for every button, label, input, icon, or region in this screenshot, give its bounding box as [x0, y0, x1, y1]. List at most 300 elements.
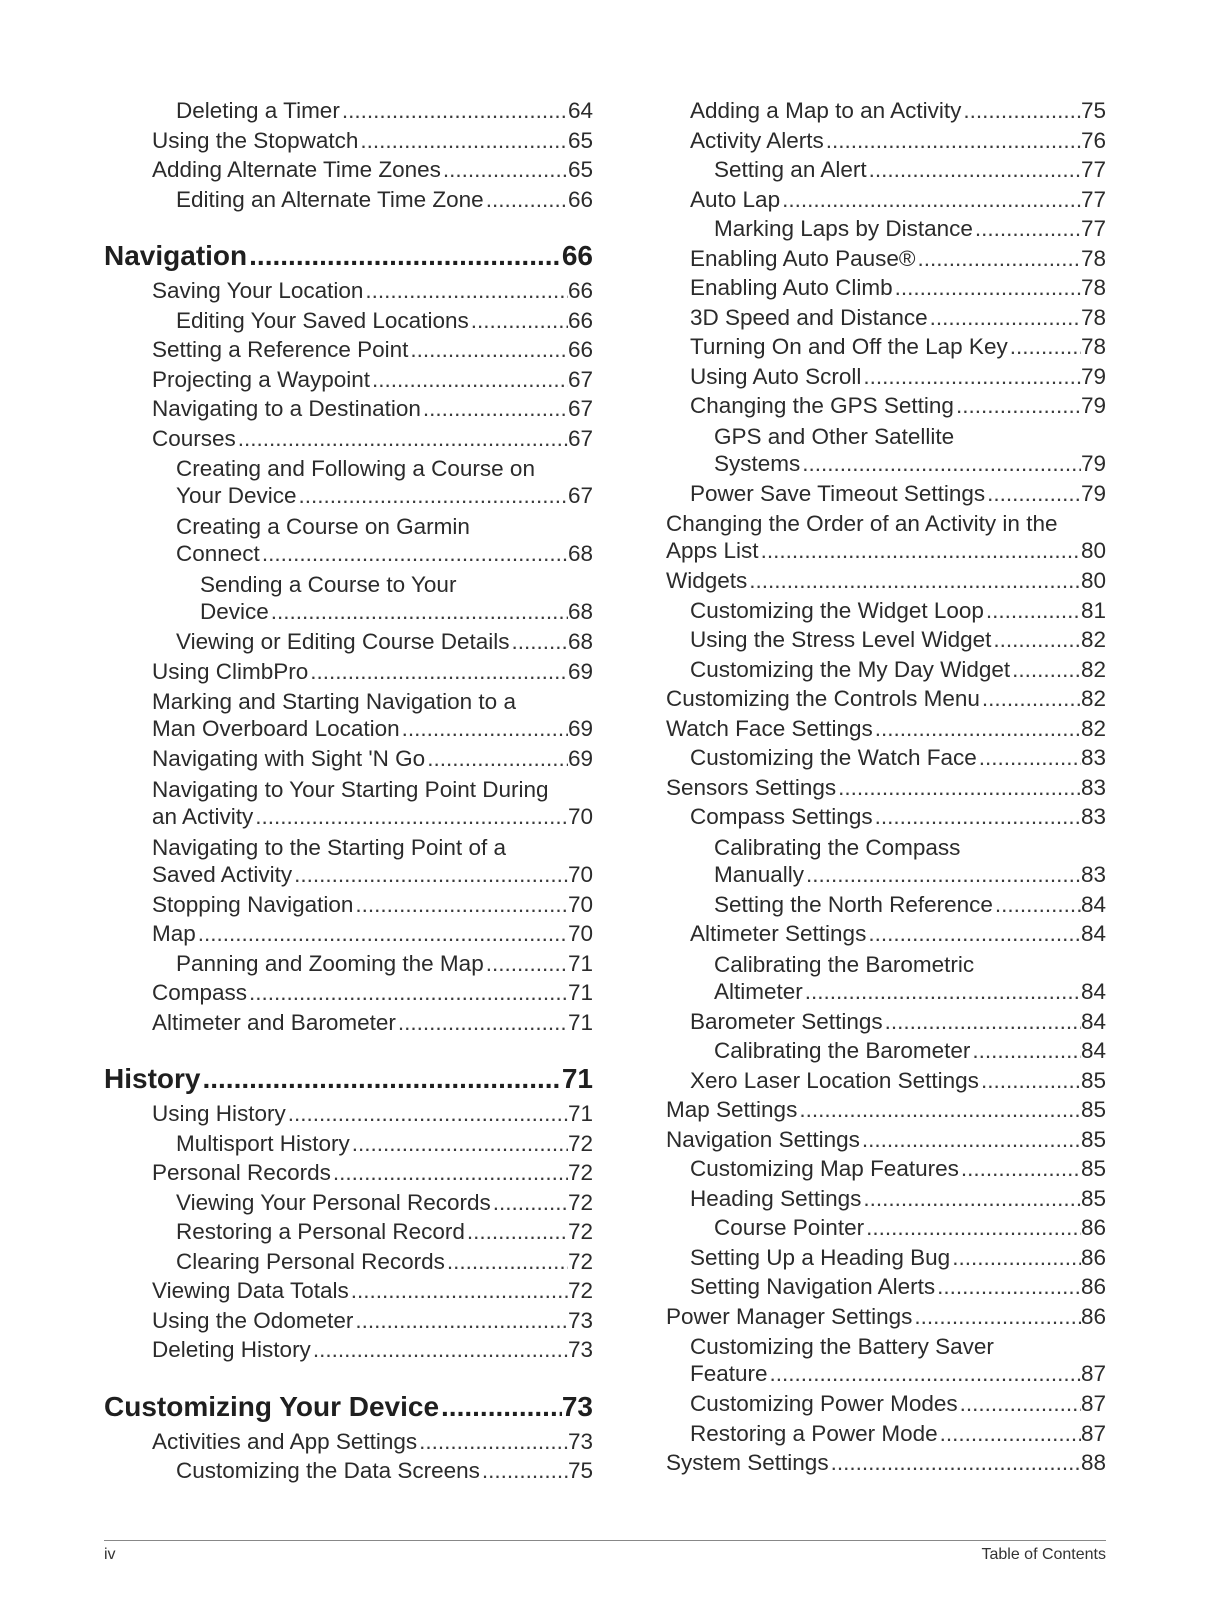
dot-leader: [308, 657, 568, 687]
toc-entry-title: Stopping Navigation: [152, 891, 354, 917]
toc-entry-title: Customizing the Watch Face: [690, 745, 977, 770]
dot-leader: [973, 214, 1081, 244]
dot-leader: [804, 861, 1081, 888]
toc-entry-title: Connect: [176, 541, 260, 566]
toc-page-number: 73: [567, 1307, 593, 1333]
toc-left-column: [104, 96, 593, 1486]
toc-entry-title: Heading Settings: [690, 1185, 862, 1211]
toc-page-number: 78: [1080, 334, 1106, 359]
dot-leader: [200, 1061, 561, 1097]
toc-entry-title: Power Save Timeout Settings: [690, 480, 986, 506]
toc-entry-map-settings[interactable]: [666, 1095, 1106, 1125]
toc-entry-wrapped[interactable]: [666, 1331, 1106, 1389]
toc-entry-customizing-the-my-day-widget[interactable]: [666, 655, 1106, 685]
dot-leader: [803, 978, 1081, 1005]
toc-entry-title: Customizing Power Modes: [690, 1391, 958, 1416]
toc-entry-systems[interactable]: [714, 450, 1106, 479]
toc-entry-auto-lap[interactable]: [666, 185, 1106, 215]
toc-page-number: 82: [1080, 715, 1106, 741]
dot-leader: [883, 1007, 1081, 1037]
toc-entry-title: Setting a Reference Point: [152, 337, 409, 362]
toc-entry-wrapped[interactable]: [104, 832, 593, 890]
toc-entry-setting-an-alert[interactable]: [666, 155, 1106, 185]
toc-entry-title: Man Overboard Location: [152, 716, 400, 741]
toc-entry-setting-up-a-heading-bug[interactable]: [666, 1243, 1106, 1273]
toc-entry-adding-a-map-to-an-activity[interactable]: [666, 96, 1106, 126]
toc-entry-watch-face-settings[interactable]: [666, 714, 1106, 744]
toc-page-number: 87: [1080, 1420, 1106, 1446]
toc-page-number: 67: [567, 483, 593, 508]
toc-entry-title: Apps List: [666, 538, 759, 563]
toc-page-number: 86: [1080, 1274, 1106, 1299]
dot-leader: [363, 276, 568, 306]
toc-page-number: 84: [1080, 978, 1106, 1004]
toc-page-number: 65: [567, 127, 593, 153]
dot-leader: [954, 391, 1081, 421]
toc-page-number: 78: [1080, 275, 1106, 300]
toc-entry-title: Panning and Zooming the Map: [176, 950, 484, 976]
toc-entry-title: Enabling Auto Pause®: [690, 245, 916, 271]
toc-entry-power-save-timeout-settings[interactable]: [666, 479, 1106, 509]
dot-leader: [861, 362, 1081, 392]
toc-entry-title: Projecting a Waypoint: [152, 366, 371, 392]
toc-entry-editing-your-saved-locations[interactable]: [104, 306, 593, 336]
toc-entry-calibrating-the-barometer[interactable]: [666, 1036, 1106, 1066]
toc-entry-title: Deleting History: [152, 1337, 311, 1362]
dot-leader: [928, 303, 1081, 333]
toc-page-number: 64: [567, 98, 593, 123]
dot-leader: [873, 714, 1081, 744]
toc-entry-title: Using the Odometer: [152, 1307, 354, 1333]
toc-entry-title: Map Settings: [666, 1097, 798, 1122]
toc-entry-title: Using History: [152, 1101, 286, 1126]
toc-page-number: 82: [1080, 656, 1106, 682]
toc-entry-navigating-to-a-destination[interactable]: [104, 394, 593, 424]
toc-page-number: 72: [567, 1160, 593, 1185]
toc-entry-system-settings[interactable]: [666, 1448, 1106, 1478]
toc-entry-device[interactable]: [200, 598, 593, 627]
toc-entry-customizing-the-controls-menu[interactable]: [666, 684, 1106, 714]
dot-leader: [469, 306, 568, 336]
toc-page-number: 85: [1080, 1156, 1106, 1181]
toc-entry-adding-alternate-time-zones[interactable]: [104, 155, 593, 185]
toc-entry-title: Customizing the Widget Loop: [690, 597, 984, 623]
toc-page-number: 75: [1080, 98, 1106, 123]
toc-entry-title-line1: Navigating to Your Starting Point During: [152, 776, 549, 802]
toc-entry-wrapped[interactable]: [666, 949, 1106, 1007]
toc-entry-apps-list[interactable]: [666, 537, 1106, 566]
toc-entry-title: Altimeter Settings: [690, 921, 867, 946]
toc-entry-title: Power Manager Settings: [666, 1303, 913, 1329]
toc-entry-title-line1: Creating and Following a Course on: [176, 456, 535, 481]
toc-entry-an-activity[interactable]: [152, 803, 593, 832]
toc-entry-customizing-map-features[interactable]: [666, 1154, 1106, 1184]
dot-leader: [916, 244, 1081, 274]
toc-page-number: 67: [567, 396, 593, 421]
toc-entry-title: Editing an Alternate Time Zone: [176, 186, 484, 212]
toc-page-number: 81: [1080, 597, 1106, 623]
dot-leader: [959, 1154, 1081, 1184]
toc-entry-personal-records[interactable]: [104, 1158, 593, 1188]
toc-entry-using-the-stress-level-widget[interactable]: [666, 625, 1106, 655]
toc-page-number: 79: [1080, 480, 1106, 506]
toc-entry-title: Restoring a Power Mode: [690, 1420, 938, 1446]
toc-entry-title: Map: [152, 921, 196, 946]
toc-entry-title-line1: Marking and Starting Navigation to a: [152, 689, 516, 714]
toc-page-number: 71: [567, 1009, 593, 1035]
toc-entry-manually[interactable]: [714, 861, 1106, 890]
toc-page-number: 86: [1080, 1303, 1106, 1329]
toc-page-number: 83: [1080, 745, 1106, 770]
dot-leader: [441, 155, 568, 185]
dot-leader: [484, 185, 568, 215]
toc-page-number: 79: [1080, 450, 1106, 476]
toc-entry-customizing-power-modes[interactable]: [666, 1389, 1106, 1419]
toc-page-number: 72: [567, 1189, 593, 1215]
toc-page-number: 82: [1080, 686, 1106, 711]
toc-page-number: 83: [1080, 861, 1106, 887]
toc-entry-using-history[interactable]: [104, 1099, 593, 1129]
dot-leader: [938, 1419, 1081, 1449]
toc-page-number: 83: [1080, 804, 1106, 829]
toc-entry-customizing-the-watch-face[interactable]: [666, 743, 1106, 773]
toc-entry-viewing-your-personal-records[interactable]: [104, 1188, 593, 1218]
toc-entry-activity-alerts[interactable]: [666, 126, 1106, 156]
toc-entry-customizing-the-widget-loop[interactable]: [666, 596, 1106, 626]
toc-section-navigation[interactable]: [104, 238, 593, 274]
toc-entry-title: Feature: [690, 1361, 768, 1386]
toc-page-number: 70: [567, 861, 593, 887]
toc-entry-title: Personal Records: [152, 1160, 331, 1185]
toc-page-number: 66: [567, 278, 593, 303]
toc-entry-title: Using Auto Scroll: [690, 363, 862, 389]
toc-entry-title: Restoring a Personal Record: [176, 1219, 465, 1244]
toc-entry-saved-activity[interactable]: [152, 861, 593, 890]
toc-entry-deleting-a-timer[interactable]: [104, 96, 593, 126]
toc-entry-wrapped[interactable]: [104, 686, 593, 744]
toc-entry-panning-and-zooming-the-map[interactable]: [104, 949, 593, 979]
dot-leader: [253, 803, 568, 830]
dot-leader: [759, 537, 1081, 564]
toc-entry-wrapped[interactable]: [666, 508, 1106, 566]
toc-entry-xero-laser-location-settings[interactable]: [666, 1066, 1106, 1096]
dot-leader: [977, 743, 1081, 773]
toc-entry-using-the-stopwatch[interactable]: [104, 126, 593, 156]
toc-section-customizing-your-device[interactable]: [104, 1389, 593, 1425]
dot-leader: [950, 1243, 1081, 1273]
toc-entry-title-line1: Calibrating the Compass: [714, 834, 961, 860]
toc-entry-deleting-history[interactable]: [104, 1335, 593, 1365]
toc-entry-title: Device: [200, 599, 269, 624]
toc-entry-using-the-odometer[interactable]: [104, 1306, 593, 1336]
toc-entry-title-line1: Changing the Order of an Activity in the: [666, 511, 1058, 536]
toc-entry-setting-navigation-alerts[interactable]: [666, 1272, 1106, 1302]
dot-leader: [480, 1456, 568, 1486]
toc-entry-restoring-a-power-mode[interactable]: [666, 1419, 1106, 1449]
dot-leader: [491, 1188, 568, 1218]
toc-page-number: 84: [1080, 1008, 1106, 1034]
toc-entry-title: Calibrating the Barometer: [714, 1038, 971, 1063]
toc-entry-setting-the-north-reference[interactable]: [666, 890, 1106, 920]
dot-leader: [425, 744, 568, 774]
toc-right-column: [666, 96, 1106, 1478]
toc-page-number: 68: [567, 599, 593, 624]
toc-entry-title: Clearing Personal Records: [176, 1248, 445, 1274]
toc-entry-compass[interactable]: [104, 978, 593, 1008]
footer-divider: [104, 1540, 1106, 1541]
toc-entry-title-line1: Creating a Course on Garmin: [176, 514, 470, 539]
toc-entry-enabling-auto-climb[interactable]: [666, 273, 1106, 303]
dot-leader: [991, 625, 1081, 655]
toc-page-number: 75: [567, 1458, 593, 1483]
toc-entry-title: Widgets: [666, 568, 748, 593]
toc-section-history[interactable]: [104, 1061, 593, 1097]
dot-leader: [824, 126, 1081, 156]
toc-entry-title-line1: GPS and Other Satellite: [714, 423, 955, 449]
toc-page-number: 88: [1080, 1450, 1106, 1475]
toc-entry-title: Customizing the My Day Widget: [690, 656, 1011, 682]
toc-page-number: 83: [1080, 774, 1106, 800]
toc-entry-title: Customizing the Controls Menu: [666, 686, 980, 711]
toc-entry-title: Adding Alternate Time Zones: [152, 157, 441, 182]
dot-leader: [935, 1272, 1081, 1302]
toc-entry-title: Using the Stopwatch: [152, 127, 359, 153]
toc-entry-changing-the-gps-setting[interactable]: [666, 391, 1106, 421]
toc-page-number: 84: [1080, 1038, 1106, 1063]
toc-entry-viewing-or-editing-course-details[interactable]: [104, 627, 593, 657]
toc-entry-title: Your Device: [176, 483, 297, 508]
toc-entry-projecting-a-waypoint[interactable]: [104, 365, 593, 395]
toc-entry-altimeter[interactable]: [714, 978, 1106, 1007]
dot-leader: [247, 978, 568, 1008]
toc-page-number: 87: [1080, 1361, 1106, 1386]
toc-page-number: 66: [561, 240, 593, 271]
toc-entry-title: Barometer Settings: [690, 1008, 883, 1034]
toc-entry-customizing-the-data-screens[interactable]: [104, 1456, 593, 1486]
dot-leader: [370, 365, 568, 395]
toc-entry-course-pointer[interactable]: [666, 1213, 1106, 1243]
toc-page-number: 73: [561, 1390, 593, 1422]
toc-page-number: 66: [567, 307, 593, 333]
toc-entry-using-climbpro[interactable]: [104, 657, 593, 687]
toc-page-number: 78: [1080, 245, 1106, 271]
toc-page-number: 85: [1080, 1067, 1106, 1093]
toc-entry-title-line1: Calibrating the Barometric: [714, 951, 975, 977]
toc-entry-wrapped[interactable]: [104, 569, 593, 627]
toc-entry-title: Watch Face Settings: [666, 715, 873, 741]
toc-page-number: 80: [1080, 538, 1106, 563]
toc-entry-title: Viewing or Editing Course Details: [176, 629, 510, 654]
dot-leader: [353, 1306, 568, 1336]
toc-entry-title: an Activity: [152, 803, 254, 829]
toc-page-number: 70: [567, 921, 593, 946]
toc-entry-wrapped[interactable]: [104, 453, 593, 511]
toc-page-number: 69: [567, 658, 593, 684]
toc-entry-viewing-data-totals[interactable]: [104, 1276, 593, 1306]
toc-section-title: Customizing Your Device: [104, 1390, 440, 1422]
toc-entry-title: Using ClimbPro: [152, 658, 309, 684]
dot-leader: [1010, 655, 1081, 685]
toc-entry-title: Setting Navigation Alerts: [690, 1274, 936, 1299]
dot-leader: [979, 1066, 1081, 1096]
toc-entry-marking-laps-by-distance[interactable]: [666, 214, 1106, 244]
toc-entry-enabling-auto-pause[interactable]: [666, 244, 1106, 274]
toc-entry-title: Systems: [714, 450, 801, 476]
dot-leader: [465, 1217, 568, 1247]
toc-entry-wrapped[interactable]: [666, 421, 1106, 479]
toc-entry-feature[interactable]: [690, 1360, 1106, 1389]
toc-page-number: 68: [567, 629, 593, 654]
toc-entry-turning-on-and-off-the-lap-key[interactable]: [666, 332, 1106, 362]
dot-leader: [297, 482, 568, 509]
toc-entry-title: Manually: [714, 861, 805, 887]
dot-leader: [873, 802, 1081, 832]
dot-leader: [353, 890, 568, 920]
toc-entry-title: Viewing Data Totals: [152, 1278, 349, 1303]
dot-leader: [984, 596, 1081, 626]
toc-entry-title: Course Pointer: [714, 1215, 865, 1240]
dot-leader: [350, 1129, 568, 1159]
toc-page-number: 85: [1080, 1185, 1106, 1211]
toc-entry-your-device[interactable]: [176, 482, 593, 511]
toc-page-number: 71: [561, 1063, 593, 1094]
toc-entry-barometer-settings[interactable]: [666, 1007, 1106, 1037]
toc-entry-title: Courses: [152, 425, 236, 451]
toc-entry-title: Editing Your Saved Locations: [176, 307, 469, 333]
footer-section-title: Table of Contents: [981, 1546, 1106, 1563]
toc-section-title: History: [104, 1063, 201, 1094]
toc-entry-multisport-history[interactable]: [104, 1129, 593, 1159]
toc-entry-widgets[interactable]: [666, 566, 1106, 596]
toc-entry-title: System Settings: [666, 1450, 829, 1475]
toc-entry-navigation-settings[interactable]: [666, 1125, 1106, 1155]
toc-entry-title: Saved Activity: [152, 861, 293, 887]
toc-entry-title: Navigating with Sight 'N Go: [152, 746, 426, 771]
toc-page-number: 68: [567, 541, 593, 566]
toc-entry-power-manager-settings[interactable]: [666, 1302, 1106, 1332]
toc-entry-editing-an-alternate-time-zone[interactable]: [104, 185, 593, 215]
dot-leader: [768, 1360, 1081, 1387]
toc-page-number: 71: [567, 1101, 593, 1126]
dot-leader: [866, 919, 1081, 949]
toc-entry-connect[interactable]: [176, 540, 593, 569]
dot-leader: [970, 1036, 1081, 1066]
toc-entry-man-overboard-location[interactable]: [152, 715, 593, 744]
toc-entry-title: Customizing the Data Screens: [176, 1458, 480, 1483]
dot-leader: [358, 126, 568, 156]
toc-entry-3d-speed-and-distance[interactable]: [666, 303, 1106, 333]
toc-entry-saving-your-location[interactable]: [104, 276, 593, 306]
toc-page-number: 66: [567, 337, 593, 362]
toc-page-number: 73: [567, 1337, 593, 1362]
toc-entry-compass-settings[interactable]: [666, 802, 1106, 832]
toc-page-number: 72: [567, 1278, 593, 1303]
toc-page-number: 87: [1080, 1391, 1106, 1416]
toc-entry-title: Activities and App Settings: [152, 1428, 418, 1454]
toc-entry-title: Marking Laps by Distance: [714, 216, 973, 241]
toc-entry-heading-settings[interactable]: [666, 1184, 1106, 1214]
dot-leader: [396, 1008, 568, 1038]
toc-page-number: 67: [567, 425, 593, 451]
dot-leader: [400, 715, 568, 742]
dot-leader: [484, 949, 568, 979]
dot-leader: [286, 1099, 568, 1129]
dot-leader: [980, 684, 1081, 714]
dot-leader: [993, 890, 1081, 920]
toc-page-number: 77: [1080, 186, 1106, 212]
toc-entry-wrapped[interactable]: [104, 511, 593, 569]
toc-entry-title: Multisport History: [176, 1130, 350, 1156]
toc-entry-title: Auto Lap: [690, 186, 781, 212]
dot-leader: [829, 1448, 1081, 1478]
dot-leader: [836, 773, 1081, 803]
toc-entry-navigating-with-sight-n-go[interactable]: [104, 744, 593, 774]
dot-leader: [340, 96, 568, 126]
toc-entry-altimeter-and-barometer[interactable]: [104, 1008, 593, 1038]
toc-entry-sensors-settings[interactable]: [666, 773, 1106, 803]
toc-entry-setting-a-reference-point[interactable]: [104, 335, 593, 365]
dot-leader: [893, 273, 1081, 303]
toc-entry-title-line1: Sending a Course to Your: [200, 572, 457, 597]
toc-page-number: 67: [567, 366, 593, 392]
toc-entry-clearing-personal-records[interactable]: [104, 1247, 593, 1277]
toc-entry-wrapped[interactable]: [666, 832, 1106, 890]
toc-entry-using-auto-scroll[interactable]: [666, 362, 1106, 392]
dot-leader: [445, 1247, 568, 1277]
dot-leader: [439, 1389, 562, 1425]
toc-page-number: 65: [567, 157, 593, 182]
dot-leader: [236, 424, 568, 454]
dot-leader: [260, 540, 568, 567]
footer-page-number: iv: [104, 1546, 116, 1563]
toc-entry-courses[interactable]: [104, 424, 593, 454]
dot-leader: [864, 1213, 1081, 1243]
toc-entry-restoring-a-personal-record[interactable]: [104, 1217, 593, 1247]
toc-page-number: 82: [1080, 627, 1106, 652]
toc-entry-altimeter-settings[interactable]: [666, 919, 1106, 949]
toc-page-number: 77: [1080, 216, 1106, 241]
toc-entry-title: Viewing Your Personal Records: [176, 1189, 491, 1215]
toc-entry-wrapped[interactable]: [104, 774, 593, 832]
toc-entry-title: Navigating to a Destination: [152, 396, 421, 421]
toc-entry-title: Setting an Alert: [714, 157, 867, 182]
toc-entry-title-line1: Customizing the Battery Saver: [690, 1334, 994, 1359]
toc-entry-title: Setting Up a Heading Bug: [690, 1244, 951, 1270]
toc-entry-activities-and-app-settings[interactable]: [104, 1427, 593, 1457]
dot-leader: [1008, 332, 1081, 362]
toc-page-number: 86: [1080, 1215, 1106, 1240]
toc-page-number: 71: [567, 950, 593, 976]
toc-entry-title: 3D Speed and Distance: [690, 304, 928, 330]
toc-page-number: 76: [1080, 127, 1106, 153]
toc-page-number: 69: [567, 716, 593, 741]
toc-entry-title: Compass: [152, 980, 248, 1005]
dot-leader: [311, 1335, 568, 1365]
toc-entry-title: Deleting a Timer: [176, 98, 340, 123]
toc-page-number: 77: [1080, 157, 1106, 182]
toc-entry-stopping-navigation[interactable]: [104, 890, 593, 920]
toc-page-number: 80: [1080, 568, 1106, 593]
dot-leader: [861, 1184, 1081, 1214]
dot-leader: [417, 1427, 568, 1457]
toc-page-number: 78: [1080, 304, 1106, 330]
toc-page-number: 72: [567, 1219, 593, 1244]
dot-leader: [421, 394, 568, 424]
toc-page-number: 66: [567, 186, 593, 212]
toc-page-number: 70: [567, 803, 593, 829]
toc-entry-map[interactable]: [104, 919, 593, 949]
toc-page-number: 72: [567, 1130, 593, 1156]
